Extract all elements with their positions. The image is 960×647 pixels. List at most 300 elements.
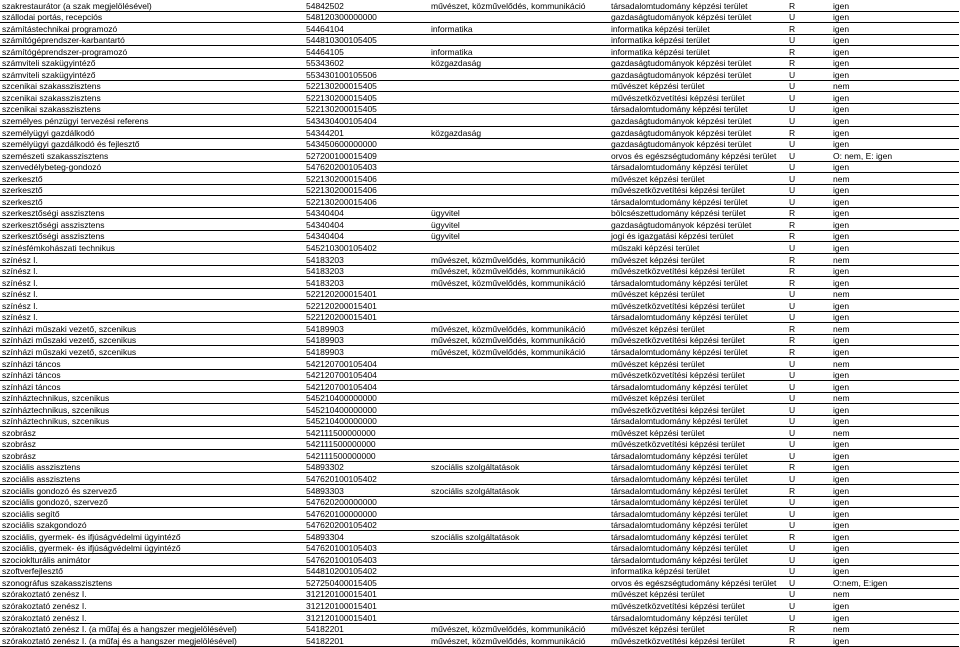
- type-cell: R: [787, 0, 831, 11]
- status-cell: igen: [831, 115, 959, 127]
- training-area-cell: bölcsészettudomány képzési terület: [609, 207, 787, 219]
- field-cell: [429, 438, 609, 450]
- qualification-name-cell: színházi műszaki vezető, szcenikus: [0, 323, 304, 335]
- code-cell: 542111500000000: [304, 450, 429, 462]
- status-cell: igen: [831, 484, 959, 496]
- training-area-cell: társadalomtudomány képzési terület: [609, 473, 787, 485]
- status-cell: nem: [831, 173, 959, 185]
- code-cell: 522120200015401: [304, 300, 429, 312]
- code-cell: 542111500000000: [304, 438, 429, 450]
- field-cell: [429, 415, 609, 427]
- status-cell: igen: [831, 311, 959, 323]
- code-cell: 522130200015405: [304, 103, 429, 115]
- code-cell: 54182201: [304, 623, 429, 635]
- qualification-name-cell: szobrász: [0, 427, 304, 439]
- field-cell: [429, 577, 609, 589]
- table-row: [0, 450, 959, 462]
- qualification-name-cell: szerkesztő: [0, 196, 304, 208]
- field-cell: [429, 161, 609, 173]
- field-cell: [429, 496, 609, 508]
- training-area-cell: művészetközvetítési képzési terület: [609, 184, 787, 196]
- type-cell: R: [787, 323, 831, 335]
- training-area-cell: társadalomtudomány képzési terület: [609, 103, 787, 115]
- code-cell: 54464104: [304, 23, 429, 35]
- qualification-name-cell: számítógéprendszer-programozó: [0, 46, 304, 58]
- field-cell: [429, 138, 609, 150]
- type-cell: R: [787, 207, 831, 219]
- code-cell: 545210400000000: [304, 415, 429, 427]
- type-cell: U: [787, 577, 831, 589]
- type-cell: U: [787, 115, 831, 127]
- code-cell: 54842502: [304, 0, 429, 11]
- status-cell: igen: [831, 242, 959, 254]
- type-cell: U: [787, 196, 831, 208]
- training-area-cell: művészetközvetítési képzési terület: [609, 92, 787, 104]
- code-cell: 527200100015409: [304, 150, 429, 162]
- qualification-name-cell: számviteli szakügyintéző: [0, 57, 304, 69]
- type-cell: R: [787, 531, 831, 543]
- type-cell: U: [787, 588, 831, 600]
- qualification-name-cell: színésfémkohászati technikus: [0, 242, 304, 254]
- qualification-name-cell: színházi táncos: [0, 369, 304, 381]
- status-cell: igen: [831, 161, 959, 173]
- code-cell: 553430100105506: [304, 69, 429, 81]
- code-cell: 547620100000000: [304, 508, 429, 520]
- type-cell: U: [787, 427, 831, 439]
- table-row: [0, 184, 959, 196]
- qualification-name-cell: szocioklturális animátor: [0, 554, 304, 566]
- code-cell: 54183203: [304, 277, 429, 289]
- field-cell: [429, 473, 609, 485]
- field-cell: [429, 600, 609, 612]
- qualification-name-cell: személyügyi gazdálkodó: [0, 127, 304, 139]
- code-cell: 542111500000000: [304, 427, 429, 439]
- code-cell: 54344201: [304, 127, 429, 139]
- status-cell: igen: [831, 277, 959, 289]
- status-cell: igen: [831, 554, 959, 566]
- status-cell: igen: [831, 415, 959, 427]
- field-cell: [429, 392, 609, 404]
- type-cell: U: [787, 300, 831, 312]
- training-area-cell: művészetközvetítési képzési terület: [609, 404, 787, 416]
- code-cell: 54183203: [304, 254, 429, 266]
- code-cell: 542120700105404: [304, 357, 429, 369]
- training-area-cell: társadalomtudomány képzési terület: [609, 0, 787, 11]
- type-cell: U: [787, 34, 831, 46]
- field-cell: művészet, közművelődés, kommunikáció: [429, 0, 609, 11]
- table-row: [0, 323, 959, 335]
- code-cell: 547620100105403: [304, 554, 429, 566]
- training-area-cell: gazdaságtudományok képzési terület: [609, 138, 787, 150]
- code-cell: 542120700105404: [304, 369, 429, 381]
- table-row: [0, 161, 959, 173]
- qualification-name-cell: színházi táncos: [0, 381, 304, 393]
- field-cell: [429, 565, 609, 577]
- type-cell: U: [787, 103, 831, 115]
- qualification-name-cell: szórakoztató zenész I.: [0, 611, 304, 623]
- status-cell: igen: [831, 230, 959, 242]
- field-cell: [429, 34, 609, 46]
- table-row: [0, 346, 959, 358]
- status-cell: nem: [831, 357, 959, 369]
- training-area-cell: társadalomtudomány képzési terület: [609, 542, 787, 554]
- table-row: [0, 150, 959, 162]
- qualification-name-cell: szakrestaurátor (a szak megjelölésével): [0, 0, 304, 11]
- training-area-cell: társadalomtudomány képzési terület: [609, 415, 787, 427]
- qualification-name-cell: számítástechnikai programozó: [0, 23, 304, 35]
- training-area-cell: művészet képzési terület: [609, 392, 787, 404]
- status-cell: igen: [831, 381, 959, 393]
- code-cell: 547620200105403: [304, 161, 429, 173]
- type-cell: U: [787, 600, 831, 612]
- qualification-name-cell: személyes pénzügyi tervezési referens: [0, 115, 304, 127]
- table-row: [0, 542, 959, 554]
- qualification-name-cell: szerkesztőségi asszisztens: [0, 230, 304, 242]
- code-cell: 54893303: [304, 484, 429, 496]
- table-row: [0, 635, 959, 647]
- field-cell: [429, 115, 609, 127]
- qualification-name-cell: szociális szakgondozó: [0, 519, 304, 531]
- field-cell: [429, 311, 609, 323]
- code-cell: 312120100015401: [304, 611, 429, 623]
- type-cell: U: [787, 450, 831, 462]
- code-cell: 54464105: [304, 46, 429, 58]
- type-cell: R: [787, 346, 831, 358]
- status-cell: igen: [831, 346, 959, 358]
- training-area-cell: orvos és egészségtudomány képzési terület: [609, 150, 787, 162]
- qualification-name-cell: szociális gondozó és szervező: [0, 484, 304, 496]
- status-cell: igen: [831, 600, 959, 612]
- type-cell: U: [787, 404, 831, 416]
- training-area-cell: társadalomtudomány képzési terület: [609, 277, 787, 289]
- type-cell: U: [787, 150, 831, 162]
- training-area-cell: társadalomtudomány képzési terület: [609, 346, 787, 358]
- status-cell: nem: [831, 254, 959, 266]
- table-row: [0, 415, 959, 427]
- table-row: [0, 392, 959, 404]
- qualification-name-cell: szórakoztató zenész I. (a műfaj és a hangszer megjelölésével): [0, 635, 304, 647]
- field-cell: szociális szolgáltatások: [429, 461, 609, 473]
- code-cell: 54893302: [304, 461, 429, 473]
- qualification-name-cell: szociális, gyermek- és ifjúságvédelmi ügyintéző: [0, 531, 304, 543]
- type-cell: R: [787, 334, 831, 346]
- training-area-cell: társadalomtudomány képzési terület: [609, 311, 787, 323]
- code-cell: 527250400015405: [304, 577, 429, 589]
- field-cell: ügyvitel: [429, 219, 609, 231]
- field-cell: [429, 427, 609, 439]
- field-cell: szociális szolgáltatások: [429, 531, 609, 543]
- status-cell: nem: [831, 623, 959, 635]
- qualification-name-cell: szcenikai szakasszisztens: [0, 103, 304, 115]
- type-cell: R: [787, 623, 831, 635]
- table-row: [0, 277, 959, 289]
- table-row: [0, 57, 959, 69]
- table-row: [0, 69, 959, 81]
- code-cell: 54183203: [304, 265, 429, 277]
- status-cell: igen: [831, 404, 959, 416]
- table-row: [0, 34, 959, 46]
- type-cell: U: [787, 611, 831, 623]
- table-row: [0, 334, 959, 346]
- training-area-cell: orvos és egészségtudomány képzési terület: [609, 577, 787, 589]
- type-cell: U: [787, 415, 831, 427]
- status-cell: igen: [831, 0, 959, 11]
- code-cell: 54340404: [304, 219, 429, 231]
- type-cell: U: [787, 473, 831, 485]
- table-row: [0, 311, 959, 323]
- code-cell: 543450600000000: [304, 138, 429, 150]
- table-row: [0, 600, 959, 612]
- status-cell: igen: [831, 103, 959, 115]
- status-cell: igen: [831, 611, 959, 623]
- type-cell: U: [787, 438, 831, 450]
- qualification-name-cell: szórakoztató zenész I.: [0, 600, 304, 612]
- training-area-cell: informatika képzési terület: [609, 46, 787, 58]
- field-cell: [429, 404, 609, 416]
- training-area-cell: művészetközvetítési képzési terület: [609, 438, 787, 450]
- field-cell: [429, 150, 609, 162]
- field-cell: [429, 103, 609, 115]
- type-cell: R: [787, 57, 831, 69]
- code-cell: 522130200015405: [304, 92, 429, 104]
- type-cell: U: [787, 392, 831, 404]
- code-cell: 54182201: [304, 635, 429, 647]
- status-cell: nem: [831, 80, 959, 92]
- qualification-name-cell: szociális, gyermek- és ifjúságvédelmi ügyintéző: [0, 542, 304, 554]
- table-row: [0, 357, 959, 369]
- qualification-name-cell: szobrász: [0, 438, 304, 450]
- field-cell: közgazdaság: [429, 127, 609, 139]
- field-cell: [429, 300, 609, 312]
- type-cell: R: [787, 219, 831, 231]
- qualification-name-cell: szcenikai szakasszisztens: [0, 80, 304, 92]
- type-cell: U: [787, 554, 831, 566]
- qualification-name-cell: szerkesztő: [0, 173, 304, 185]
- code-cell: 542120700105404: [304, 381, 429, 393]
- field-cell: informatika: [429, 46, 609, 58]
- qualification-name-cell: színháztechnikus, szcenikus: [0, 392, 304, 404]
- table-row: [0, 565, 959, 577]
- training-area-cell: társadalomtudomány képzési terület: [609, 484, 787, 496]
- type-cell: U: [787, 311, 831, 323]
- field-cell: [429, 242, 609, 254]
- training-area-cell: jogi és igazgatási képzési terület: [609, 230, 787, 242]
- code-cell: 312120100015401: [304, 588, 429, 600]
- field-cell: [429, 369, 609, 381]
- qualification-name-cell: szerkesztőségi asszisztens: [0, 207, 304, 219]
- type-cell: U: [787, 242, 831, 254]
- code-cell: 54340404: [304, 230, 429, 242]
- status-cell: igen: [831, 46, 959, 58]
- table-row: [0, 484, 959, 496]
- table-row: [0, 254, 959, 266]
- type-cell: U: [787, 80, 831, 92]
- training-area-cell: társadalomtudomány képzési terület: [609, 381, 787, 393]
- table-row: [0, 300, 959, 312]
- type-cell: U: [787, 542, 831, 554]
- code-cell: 55343602: [304, 57, 429, 69]
- field-cell: [429, 519, 609, 531]
- table-row: [0, 92, 959, 104]
- table-row: [0, 103, 959, 115]
- field-cell: [429, 80, 609, 92]
- code-cell: 54189903: [304, 323, 429, 335]
- field-cell: művészet, közművelődés, kommunikáció: [429, 265, 609, 277]
- training-area-cell: művészet képzési terület: [609, 80, 787, 92]
- type-cell: U: [787, 288, 831, 300]
- code-cell: 522120200015401: [304, 311, 429, 323]
- qualification-name-cell: szórakoztató zenész I.: [0, 588, 304, 600]
- training-area-cell: művészetközvetítési képzési terület: [609, 334, 787, 346]
- status-cell: igen: [831, 57, 959, 69]
- code-cell: 522130200015406: [304, 196, 429, 208]
- qualification-name-cell: szoftverfejlesztő: [0, 565, 304, 577]
- type-cell: R: [787, 23, 831, 35]
- status-cell: igen: [831, 542, 959, 554]
- status-cell: igen: [831, 461, 959, 473]
- qualification-name-cell: szociális asszisztens: [0, 473, 304, 485]
- status-cell: igen: [831, 69, 959, 81]
- code-cell: 547620100105402: [304, 473, 429, 485]
- status-cell: O:nem, E:igen: [831, 577, 959, 589]
- table-row: [0, 219, 959, 231]
- status-cell: igen: [831, 138, 959, 150]
- qualification-name-cell: színházi táncos: [0, 357, 304, 369]
- status-cell: O: nem, E: igen: [831, 150, 959, 162]
- table-row: [0, 531, 959, 543]
- training-area-cell: művészetközvetítési képzési terület: [609, 300, 787, 312]
- type-cell: U: [787, 381, 831, 393]
- type-cell: U: [787, 496, 831, 508]
- field-cell: [429, 554, 609, 566]
- type-cell: R: [787, 277, 831, 289]
- field-cell: [429, 69, 609, 81]
- type-cell: U: [787, 138, 831, 150]
- code-cell: 547620100105403: [304, 542, 429, 554]
- status-cell: igen: [831, 300, 959, 312]
- field-cell: ügyvitel: [429, 230, 609, 242]
- training-area-cell: művészetközvetítési képzési terület: [609, 600, 787, 612]
- qualification-name-cell: színész I.: [0, 288, 304, 300]
- training-area-cell: társadalomtudomány képzési terület: [609, 554, 787, 566]
- training-area-cell: informatika képzési terület: [609, 34, 787, 46]
- table-row: [0, 427, 959, 439]
- table-row: [0, 554, 959, 566]
- table-row: [0, 577, 959, 589]
- code-cell: 54189903: [304, 346, 429, 358]
- table-row: [0, 519, 959, 531]
- table-row: [0, 404, 959, 416]
- qualification-name-cell: színházi műszaki vezető, szcenikus: [0, 346, 304, 358]
- table-row: [0, 80, 959, 92]
- status-cell: igen: [831, 265, 959, 277]
- field-cell: [429, 542, 609, 554]
- qualification-name-cell: színész I.: [0, 277, 304, 289]
- table-row: [0, 196, 959, 208]
- type-cell: U: [787, 565, 831, 577]
- training-area-cell: társadalomtudomány képzési terület: [609, 508, 787, 520]
- training-area-cell: gazdaságtudományok képzési terület: [609, 11, 787, 23]
- code-cell: 544810200105402: [304, 565, 429, 577]
- field-cell: [429, 450, 609, 462]
- field-cell: [429, 508, 609, 520]
- code-cell: 54340404: [304, 207, 429, 219]
- training-area-cell: művészet képzési terület: [609, 623, 787, 635]
- status-cell: nem: [831, 288, 959, 300]
- status-cell: igen: [831, 23, 959, 35]
- training-area-cell: informatika képzési terület: [609, 565, 787, 577]
- field-cell: [429, 611, 609, 623]
- field-cell: szociális szolgáltatások: [429, 484, 609, 496]
- status-cell: nem: [831, 588, 959, 600]
- table-row: [0, 207, 959, 219]
- field-cell: [429, 184, 609, 196]
- status-cell: igen: [831, 334, 959, 346]
- training-area-cell: művészet képzési terület: [609, 357, 787, 369]
- status-cell: igen: [831, 369, 959, 381]
- field-cell: informatika: [429, 23, 609, 35]
- status-cell: igen: [831, 519, 959, 531]
- field-cell: [429, 92, 609, 104]
- status-cell: igen: [831, 531, 959, 543]
- type-cell: U: [787, 92, 831, 104]
- code-cell: 545210400000000: [304, 404, 429, 416]
- field-cell: közgazdaság: [429, 57, 609, 69]
- training-area-cell: művészet képzési terület: [609, 254, 787, 266]
- qualification-name-cell: színész I.: [0, 300, 304, 312]
- training-area-cell: művészet képzési terület: [609, 427, 787, 439]
- table-row: [0, 588, 959, 600]
- type-cell: R: [787, 254, 831, 266]
- status-cell: nem: [831, 427, 959, 439]
- qualification-name-cell: szállodai portás, recepciós: [0, 11, 304, 23]
- training-area-cell: gazdaságtudományok képzési terület: [609, 115, 787, 127]
- qualification-name-cell: személyügyi gazdálkodó és fejlesztő: [0, 138, 304, 150]
- qualification-name-cell: számviteli szakügyintéző: [0, 69, 304, 81]
- field-cell: [429, 588, 609, 600]
- table-row: [0, 173, 959, 185]
- field-cell: [429, 11, 609, 23]
- training-area-cell: gazdaságtudományok képzési terület: [609, 219, 787, 231]
- type-cell: R: [787, 46, 831, 58]
- status-cell: igen: [831, 11, 959, 23]
- status-cell: igen: [831, 473, 959, 485]
- table-row: [0, 496, 959, 508]
- status-cell: igen: [831, 207, 959, 219]
- status-cell: igen: [831, 565, 959, 577]
- type-cell: U: [787, 161, 831, 173]
- table-row: [0, 265, 959, 277]
- type-cell: R: [787, 484, 831, 496]
- training-area-cell: gazdaságtudományok képzési terület: [609, 69, 787, 81]
- type-cell: U: [787, 173, 831, 185]
- table-row: [0, 473, 959, 485]
- table-row: [0, 438, 959, 450]
- qualification-name-cell: szerkesztő: [0, 184, 304, 196]
- qualification-name-cell: szociális asszisztens: [0, 461, 304, 473]
- code-cell: 54893304: [304, 531, 429, 543]
- table-row: [0, 369, 959, 381]
- qualification-name-cell: szcenikai szakasszisztens: [0, 92, 304, 104]
- table-row: [0, 461, 959, 473]
- code-cell: 548120300000000: [304, 11, 429, 23]
- training-area-cell: műszaki képzési terület: [609, 242, 787, 254]
- status-cell: igen: [831, 450, 959, 462]
- table-row: [0, 127, 959, 139]
- training-area-cell: művészet képzési terület: [609, 288, 787, 300]
- qualification-name-cell: színész I.: [0, 254, 304, 266]
- status-cell: igen: [831, 508, 959, 520]
